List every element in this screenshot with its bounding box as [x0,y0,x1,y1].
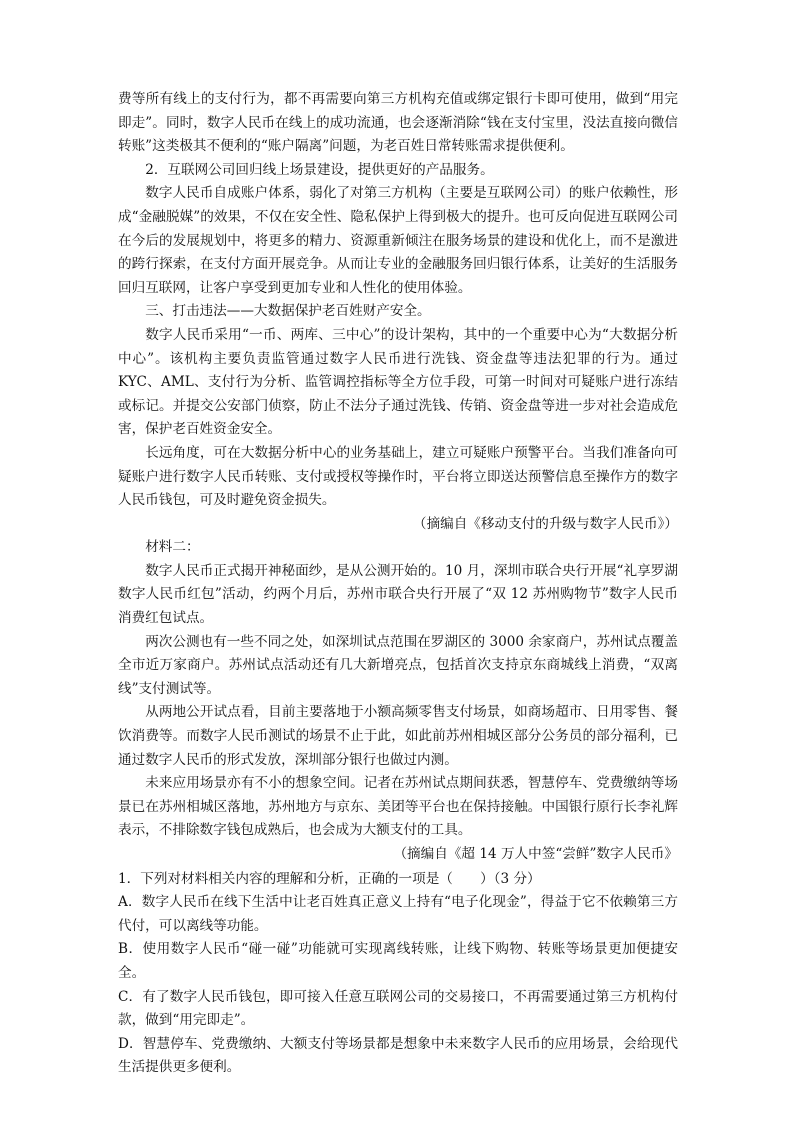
material1-paragraph-continued: 费等所有线上的支付行为，都不再需要向第三方机构充值或绑定银行卡即可使用，做到“用完即走”。同时，数字人民币在线上的成功流通，也会逐渐消除“钱在支付宝里，没法直接向微信转账”这类极其不便利的“账户隔离”问题，为老百姓日常转账需求提供便利。 [118,91,678,155]
document-page [118,88,678,1080]
section3-paragraph-2: 长远角度，可在大数据分析中心的业务基础上，建立可疑账户预警平台。当我们准备向可疑账户进行数字人民币转账、支付或授权等操作时，平台将立即送达预警信息至操作方的数字人民币钱包，可及时避免资金损失。 [118,444,678,509]
material2-paragraph-1: 数字人民币正式揭开神秘面纱，是从公测开始的。10 月，深圳市联合央行开展“礼享罗湖数字人民币红包”活动，约两个月后，苏州市联合央行开展了“双 12 苏州购物节”数字人民币消费红包试点。 [118,562,678,627]
material2-source: （摘编自《超 14 万人中签“尝鲜”数字人民币》 [393,846,678,862]
point2-heading: 2．互联网公司回归线上场景建设，提供更好的产品服务。 [145,161,494,178]
material2-paragraph-2: 两次公测也有一些不同之处，如深圳试点范围在罗湖区的 3000 余家商户，苏州试点覆盖全市近万家商户。苏州试点活动还有几大新增亮点，包括首次支持京东商城线上消费，“双离线”支付测试等。 [118,633,678,697]
section3-paragraph-1: 数字人民币采用“一币、两库、三中心”的设计架构，其中的一个重要中心为“大数据分析中心”。该机构主要负责监管通过数字人民币进行洗钱、资金盘等违法犯罪的行为。通过 KYC、AML、支付行为分析、监管调控指标等全方位手段，可第一时间对可疑账户进行冻结或标记。并提交公安部门侦察，防止不法分子通过洗钱、传销、资金盘等进一步对社会造成危害，保护老百姓资金安全。 [118,326,678,438]
section3-heading: 三、打击违法——大数据保护老百姓财产安全。 [145,303,431,320]
question-1-option-c: C．有了数字人民币钱包，即可接入任意互联网公司的交易接口，不再需要通过第三方机构付款，做到“用完即走”。 [118,988,678,1029]
material1-source: （摘编自《移动支付的升级与数字人民币》） [412,515,678,532]
point2-paragraph: 数字人民币自成账户体系，弱化了对第三方机构（主要是互联网公司）的账户依赖性，形成“金融脱媒”的效果，不仅在安全性、隐私保护上得到极大的提升。也可反向促进互联网公司在今后的发展规划中，将更多的精力、资源重新倾注在服务场景的建设和优化上，而不是激进的跨行探索，在支付方面开展竞争。从而让专业的金融服务回归银行体系，让美好的生活服务回归互联网，让客户享受到更加专业和人性化的使用体验。 [118,185,678,296]
question-1-option-d: D．智慧停车、党费缴纳、大额支付等场景都是想象中未来数字人民币的应用场景，会给现代生活提供更多便利。 [118,1035,678,1076]
question-1-option-b: B．使用数字人民币“碰一碰”功能就可实现离线转账，让线下购物、转账等场景更加便捷安全。 [118,941,678,981]
question-1-stem: 1．下列对材料相关内容的理解和分析，正确的一项是（ ）（3 分） [118,870,541,887]
material2-label: 材料二： [145,539,200,556]
material2-paragraph-3: 从两地公开试点看，目前主要落地于小额高频零售支付场景，如商场超市、日用零售、餐饮消费等。而数字人民币测试的场景不止于此，如此前苏州相城区部分公务员的部分福利，已通过数字人民币的形式发放，深圳部分银行也做过内测。 [118,704,678,768]
material2-paragraph-4: 未来应用场景亦有不小的想象空间。记者在苏州试点期间获悉，智慧停车、党费缴纳等场景已在苏州相城区落地，苏州地方与京东、美团等平台也在保持接触。中国银行原行长李礼辉表示，不排除数字钱包成熟后，也会成为大额支付的工具。 [118,775,678,839]
question-1-option-a: A．数字人民币在线下生活中让老百姓真正意义上持有“电子化现金”，得益于它不依赖第三方代付，可以离线等功能。 [118,894,678,934]
